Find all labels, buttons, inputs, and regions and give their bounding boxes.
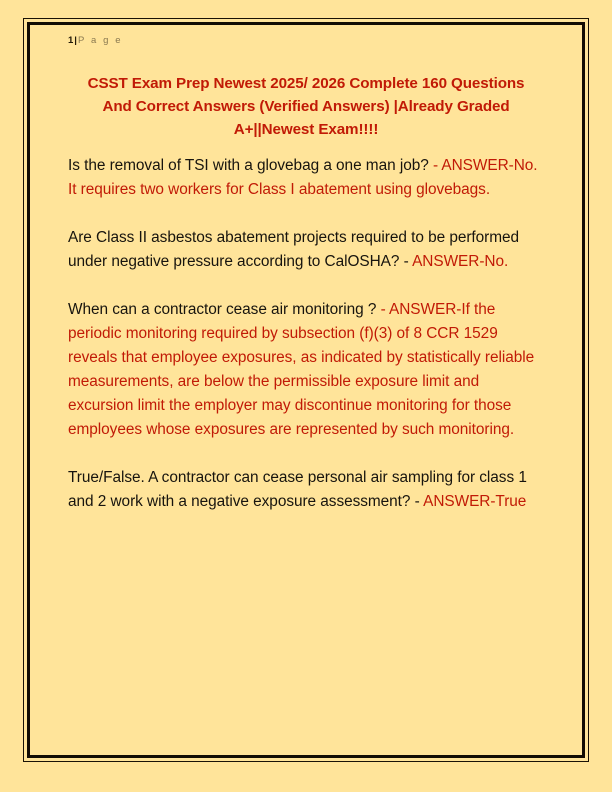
- qa-block: [68, 226, 544, 274]
- answer-text: ANSWER-True: [423, 493, 527, 510]
- running-page-header: [68, 22, 544, 48]
- page-content: [27, 22, 585, 758]
- document-title-line-3: A+||Newest Exam!!!!: [233, 121, 379, 138]
- document-title-line-2: And Correct Answers (Verified Answers) |Already Graded: [102, 98, 510, 115]
- question-text: True/False. A contractor can cease personal air sampling for class 1 and 2 work with a negative exposure assessment? -: [68, 469, 527, 510]
- qa-block: [68, 466, 544, 514]
- question-answer-list: [68, 154, 544, 514]
- page-header-label: P a g e: [77, 35, 123, 46]
- question-text: Are Class II asbestos abatement projects required to be performed under negative pressure according to CalOSHA? -: [68, 229, 520, 270]
- qa-block: [68, 298, 544, 442]
- document-title: [68, 72, 544, 141]
- page-number: 1: [68, 35, 74, 46]
- answer-text: - ANSWER-No. It requires two workers for Class I abatement using glovebags.: [68, 157, 538, 198]
- page-header-separator: |: [74, 35, 77, 46]
- qa-block: [68, 154, 544, 202]
- document-title-line-1: CSST Exam Prep Newest 2025/ 2026 Complete 160 Questions: [87, 75, 525, 92]
- answer-text: - ANSWER-If the periodic monitoring required by subsection (f)(3) of 8 CCR 1529 reveals that employee exposures, as indicated by statistically reliable measurements, are below the permissible exposure limit and excursion limit the employer may discontinue monitoring for those employees whose exposures are represented by such monitoring.: [68, 301, 535, 438]
- question-text: When can a contractor cease air monitoring ?: [68, 301, 381, 318]
- answer-text: ANSWER-No.: [412, 253, 509, 270]
- question-text: Is the removal of TSI with a glovebag a one man job?: [68, 157, 433, 174]
